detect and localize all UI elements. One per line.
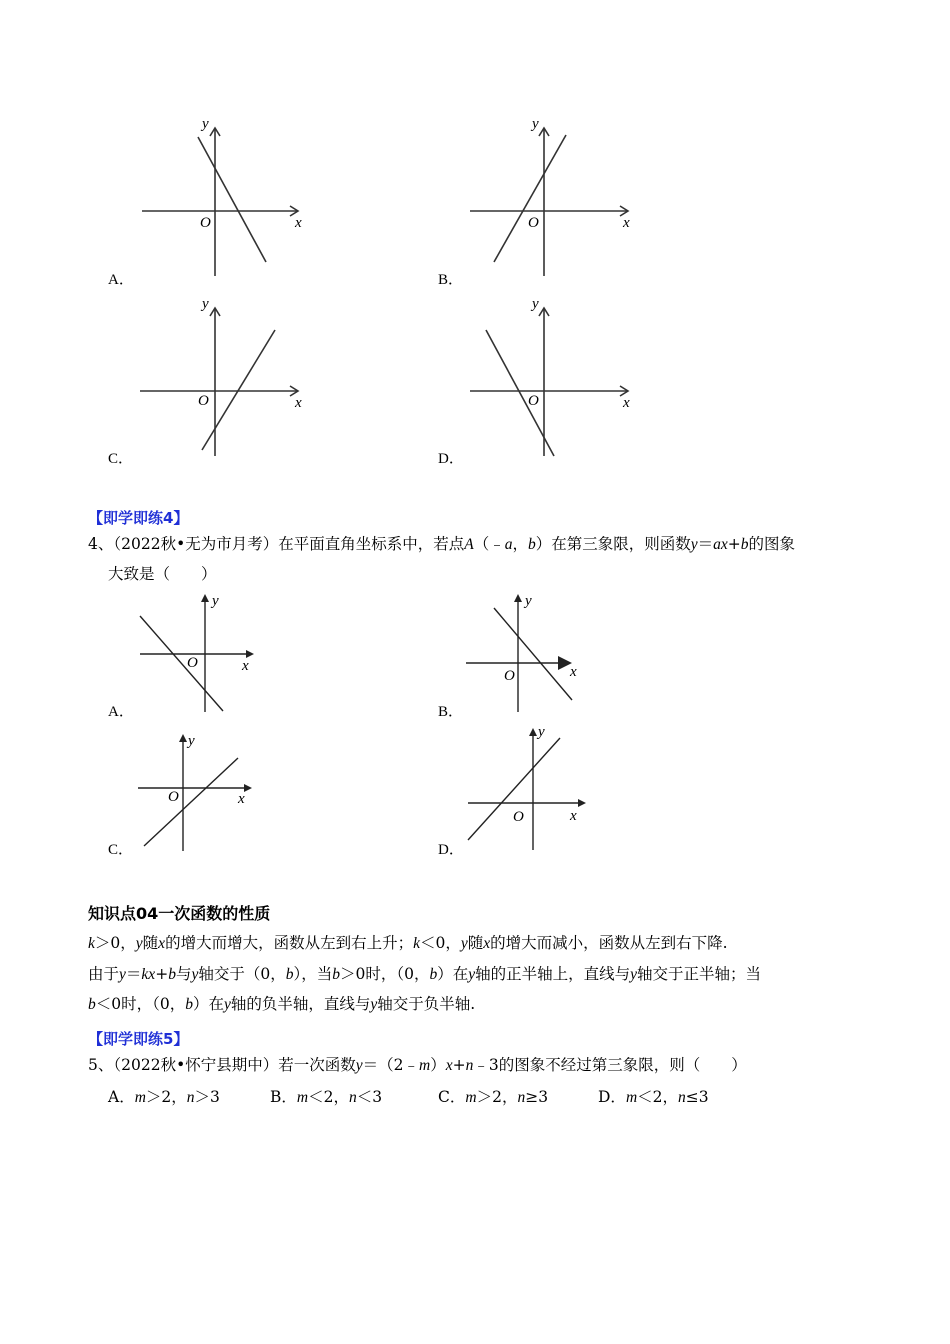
choice-label: D． [598,1088,626,1106]
option-3b: B． [438,272,464,288]
x-arrow [244,784,252,792]
origin-label: O [528,393,539,409]
text: ＝（2﹣ [362,1056,419,1074]
text: ＜3 [356,1088,383,1106]
text: + [452,1056,466,1074]
knowledge-paragraph-1 [88,936,728,952]
var-y: y [135,935,143,952]
y-label: y [202,296,209,312]
x-arrow [578,799,586,807]
var-x: x [483,935,491,952]
x-arrow [246,650,254,658]
text: 轴交于（0， [198,965,286,983]
text: ），当 [293,965,333,983]
y-arrow [514,594,522,602]
origin-label: O [513,809,524,825]
text: ≥3 [525,1088,549,1106]
text: ＜0时，（0， [95,995,186,1013]
function-line [202,330,275,450]
var-y: y [355,1057,363,1074]
text: ）在 [192,995,224,1013]
var-b: b [332,966,340,983]
text: + [155,965,169,983]
function-line [140,616,223,711]
choice-label: B． [270,1088,297,1106]
text: 轴交于正半轴；当 [637,965,762,983]
origin-label: O [200,215,211,231]
y-arrow [201,594,209,602]
knowledge-paragraph-2 [88,967,761,983]
option-4b: B． [438,704,464,720]
text: 轴的正半轴上，直线与 [475,965,631,983]
y-arrow [179,734,187,742]
text: ＝ [125,965,142,983]
graph-3d [460,290,650,460]
option-3c: C． [108,451,134,467]
text: 轴交于负半轴. [377,995,476,1013]
text: ＞0时，（0， [339,965,430,983]
text: ＜2， [637,1088,679,1106]
var-y: y [630,966,638,983]
text: ＞2， [145,1088,187,1106]
option-3a: A． [108,272,134,288]
choice-a [108,1090,220,1106]
point-a: A [464,536,474,553]
text: 的增大而减小，函数从左到右下降. [490,934,728,952]
var-m: m [625,1089,638,1106]
var-b: b [88,996,96,1013]
origin-label: O [528,215,539,231]
var-b: b [185,996,193,1013]
y-label: y [202,116,209,132]
choice-label: C． [438,1088,466,1106]
var-n: n [678,1089,686,1106]
func-y: y [690,536,698,553]
function-line [144,758,238,846]
choice-d [598,1090,709,1106]
function-line [494,135,566,262]
question-5-text [88,1058,747,1074]
plus: + [727,535,741,553]
graph-4a [130,590,270,715]
comma: ， [512,535,528,553]
text: 随 [142,934,159,952]
y-label: y [188,733,195,749]
text: ≤3 [685,1088,709,1106]
origin-label: O [168,789,179,805]
text: （2022秋•怀宁县期中）若一次函数 [113,1056,356,1074]
var-k: k [413,935,420,952]
section-heading: 知识点04一次函数的性质 [88,904,271,923]
option-4d: D． [438,842,464,858]
y-arrow [529,728,537,736]
y-label: y [538,724,545,740]
function-line [494,608,572,700]
var-n: n [517,1089,526,1106]
text: ＜2， [308,1088,349,1106]
var-x: x [158,935,166,952]
x-label: x [623,395,630,411]
equals: ＝ [697,535,714,553]
graph-4c [130,728,270,853]
x-label: x [623,215,630,231]
text: ＜0， [419,934,461,952]
var-kx: kx [141,966,156,983]
origin-label: O [187,655,198,671]
origin-label: O [198,393,209,409]
option-3d: D． [438,451,464,467]
var-b: b [168,966,176,983]
var-a: a [504,536,513,553]
question-4-line2: 大致是（ ） [108,565,217,583]
var-b: b [527,536,536,553]
choice-c [438,1090,548,1106]
question-4-text [88,537,795,553]
q4-text-3: ）在第三象限，则函数 [535,535,691,553]
func-ax: ax [713,536,728,553]
x-label: x [295,215,302,231]
question-number: 5、 [88,1056,114,1074]
var-m: m [134,1089,146,1106]
x-label: x [242,658,249,674]
y-label: y [532,296,539,312]
graph-3c [130,290,320,460]
text: ＞3 [194,1088,220,1106]
text: 与 [175,965,192,983]
q4-text-2: （﹣ [473,535,505,553]
text: 由于 [88,965,120,983]
x-label: x [295,395,302,411]
var-k: k [88,935,95,952]
text: 随 [467,934,484,952]
text: ） [430,1056,446,1074]
q4-text-4: 的图象 [748,535,796,553]
var-x: x [445,1057,453,1074]
var-n: n [348,1089,357,1106]
text: ﹣3的图象不经过第三象限，则（ ） [473,1056,747,1074]
graph-3b [460,110,650,280]
text: ＞2， [476,1088,518,1106]
var-y: y [460,935,468,952]
var-y: y [119,966,126,983]
var-m: m [418,1057,431,1074]
var-y: y [468,966,476,983]
x-label: x [570,664,577,680]
graph-4b [460,590,600,715]
var-n: n [186,1089,195,1106]
var-b: b [429,966,438,983]
text: 的增大而增大，函数从左到右上升； [165,934,414,952]
var-m: m [465,1089,477,1106]
var-y: y [224,996,231,1013]
practice-5-tag: 【即学即练5】 [88,1030,189,1048]
q4-text-1: （2022秋•无为市月考）在平面直角坐标系中，若点 [113,535,465,553]
x-label: x [570,808,577,824]
var-m: m [296,1089,309,1106]
knowledge-paragraph-3 [88,997,475,1013]
var-n: n [465,1057,474,1074]
choice-label: A． [108,1088,135,1106]
var-y: y [370,996,378,1013]
y-label: y [525,593,532,609]
question-number: 4、 [88,535,114,553]
origin-label: O [504,668,515,684]
practice-4-tag: 【即学即练4】 [88,509,189,527]
option-4c: C． [108,842,134,858]
text: 轴的负半轴，直线与 [230,995,371,1013]
var-y: y [191,966,199,983]
option-4a: A． [108,704,134,720]
x-label: x [238,791,245,807]
y-label: y [532,116,539,132]
choice-b [270,1090,382,1106]
graph-3a [130,110,320,280]
text: ＞0， [94,934,136,952]
graph-4d [460,722,600,852]
text: ）在 [437,965,469,983]
y-label: y [212,593,219,609]
var-b: b [285,966,294,983]
function-line [198,137,266,262]
func-b: b [740,536,749,553]
